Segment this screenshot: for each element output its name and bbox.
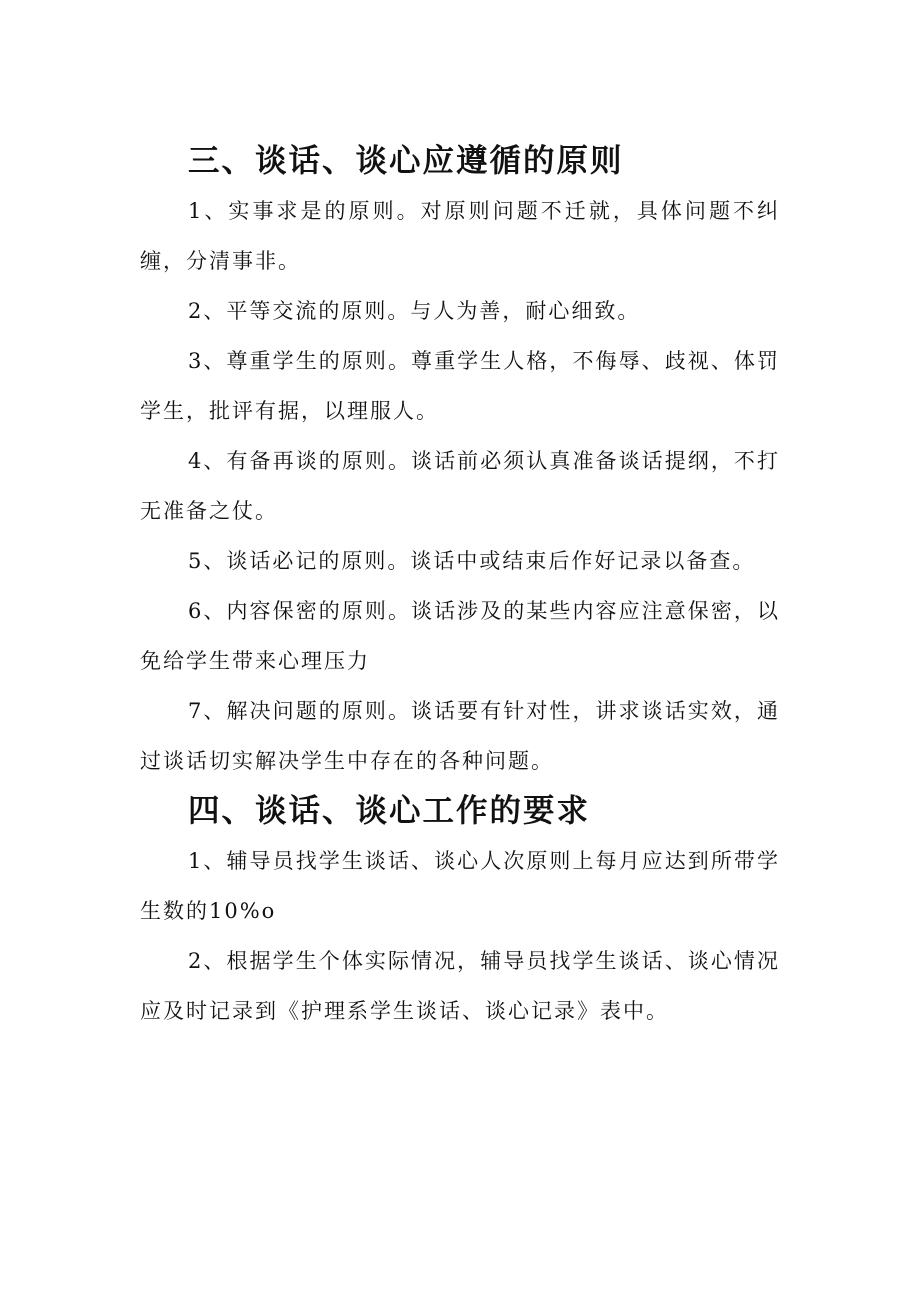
principle-item-3: 3、尊重学生的原则。尊重学生人格，不侮辱、歧视、体罚学生，批评有据，以理服人。 bbox=[140, 349, 780, 423]
document-body bbox=[140, 136, 780, 1036]
requirement-item-1: 1、辅导员找学生谈话、谈心人次原则上每月应达到所带学生数的10%o bbox=[140, 849, 780, 923]
principles-list bbox=[140, 186, 780, 786]
section-heading-requirements: 四、谈话、谈心工作的要求 bbox=[188, 793, 591, 829]
requirement-item-2: 2、根据学生个体实际情况，辅导员找学生谈话、谈心情况应及时记录到《护理系学生谈话、谈心记录》表中。 bbox=[140, 949, 780, 1023]
requirements-list bbox=[140, 836, 780, 1036]
principle-item-4: 4、有备再谈的原则。谈话前必须认真准备谈话提纲，不打无准备之仗。 bbox=[140, 449, 780, 523]
principle-item-5: 5、谈话必记的原则。谈话中或结束后作好记录以备查。 bbox=[188, 549, 756, 573]
principle-item-1: 1、实事求是的原则。对原则问题不迁就，具体问题不纠缠，分清事非。 bbox=[140, 199, 780, 273]
principle-item-7: 7、解决问题的原则。谈话要有针对性，讲求谈话实效，通过谈话切实解决学生中存在的各种问题。 bbox=[140, 699, 780, 773]
principle-item-2: 2、平等交流的原则。与人为善，耐心细致。 bbox=[188, 299, 641, 323]
principle-item-6: 6、内容保密的原则。谈话涉及的某些内容应注意保密，以免给学生带来心理压力 bbox=[140, 599, 780, 673]
section-heading-principles: 三、谈话、谈心应遵循的原则 bbox=[188, 143, 624, 179]
